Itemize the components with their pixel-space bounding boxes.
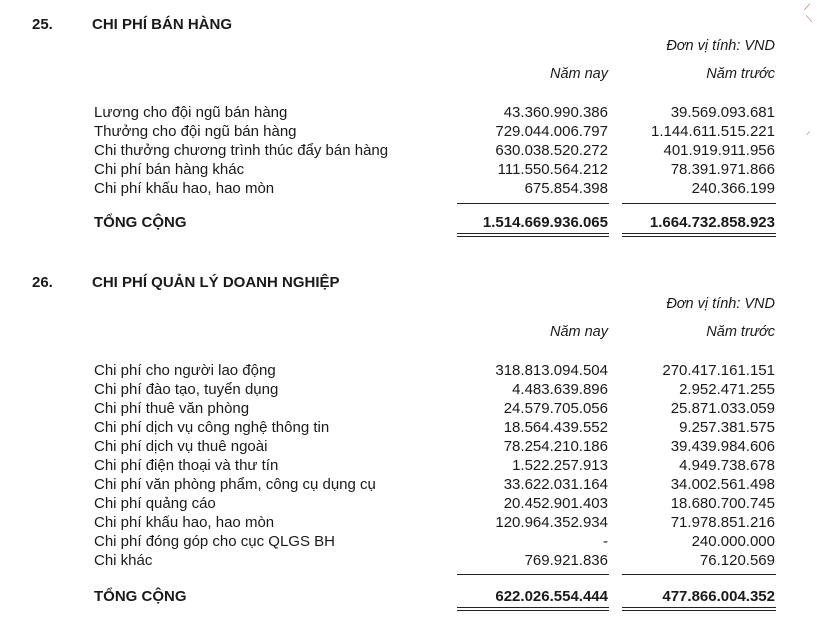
section-25-number: 25. bbox=[32, 16, 53, 33]
row-current: 675.854.398 bbox=[524, 180, 608, 197]
table-row bbox=[0, 457, 817, 476]
row-current: 20.452.901.403 bbox=[503, 495, 608, 512]
section-25-col-prior: Năm trước bbox=[706, 66, 775, 82]
row-current: 111.550.564.212 bbox=[497, 161, 608, 178]
row-prior: 4.949.738.678 bbox=[679, 457, 775, 474]
row-current: 18.564.439.552 bbox=[503, 419, 608, 436]
total-rule-current-1 bbox=[457, 233, 609, 234]
total-rule-prior-1 bbox=[622, 607, 776, 608]
row-prior: 39.569.093.681 bbox=[670, 104, 775, 121]
row-current: 43.360.990.386 bbox=[503, 104, 608, 121]
table-row bbox=[0, 495, 817, 514]
total-prior: 1.664.732.858.923 bbox=[649, 214, 775, 231]
row-label: Chi phí văn phòng phẩm, công cụ dụng cụ bbox=[94, 476, 376, 493]
row-prior: 78.391.971.866 bbox=[670, 161, 775, 178]
row-label: Chi phí dịch vụ thuê ngoài bbox=[94, 438, 268, 455]
row-prior: 9.257.381.575 bbox=[679, 419, 775, 436]
row-prior: 2.952.471.255 bbox=[679, 381, 775, 398]
row-current: - bbox=[603, 533, 608, 550]
row-current: 24.579.705.056 bbox=[503, 400, 608, 417]
section-26-number: 26. bbox=[32, 274, 53, 291]
stamp-fragment-icon: ⟍ bbox=[806, 14, 813, 24]
row-current: 4.483.639.896 bbox=[512, 381, 608, 398]
total-rule-prior-1 bbox=[622, 233, 776, 234]
row-prior: 18.680.700.745 bbox=[670, 495, 775, 512]
subtotal-rule-current bbox=[457, 203, 609, 204]
section-26-title: CHI PHÍ QUẢN LÝ DOANH NGHIỆP bbox=[92, 274, 340, 291]
stamp-fragment-icon: ⟋ bbox=[804, 2, 811, 12]
row-prior: 270.417.161.151 bbox=[662, 362, 775, 379]
total-current: 1.514.669.936.065 bbox=[482, 214, 608, 231]
section-26-unit: Đơn vị tính: VND bbox=[666, 296, 775, 312]
total-rule-prior-2 bbox=[622, 236, 776, 237]
row-prior: 240.366.199 bbox=[691, 180, 775, 197]
row-current: 318.813.094.504 bbox=[495, 362, 608, 379]
row-current: 78.254.210.186 bbox=[503, 438, 608, 455]
table-row bbox=[0, 161, 817, 180]
row-label: Chi phí cho người lao động bbox=[94, 362, 276, 379]
table-row bbox=[0, 381, 817, 400]
row-prior: 34.002.561.498 bbox=[670, 476, 775, 493]
total-current: 622.026.554.444 bbox=[495, 588, 608, 605]
table-row bbox=[0, 362, 817, 381]
row-prior: 76.120.569 bbox=[699, 552, 775, 569]
subtotal-rule-current bbox=[457, 574, 609, 575]
section-25-col-current: Năm nay bbox=[549, 66, 608, 82]
row-label: Chi khác bbox=[94, 552, 153, 569]
total-rule-prior-2 bbox=[622, 610, 776, 611]
row-current: 33.622.031.164 bbox=[503, 476, 608, 493]
total-prior: 477.866.004.352 bbox=[662, 588, 775, 605]
table-row bbox=[0, 123, 817, 142]
row-current: 729.044.006.797 bbox=[495, 123, 608, 140]
total-rule-current-2 bbox=[457, 236, 609, 237]
row-label: Chi phí khấu hao, hao mòn bbox=[94, 180, 275, 197]
table-row bbox=[0, 104, 817, 123]
table-row bbox=[0, 533, 817, 552]
row-label: Chi phí điện thoại và thư tín bbox=[94, 457, 279, 474]
section-25-unit: Đơn vị tính: VND bbox=[666, 38, 775, 54]
row-prior: 25.871.033.059 bbox=[670, 400, 775, 417]
row-label: Lương cho đội ngũ bán hàng bbox=[94, 104, 288, 121]
row-prior: 71.978.851.216 bbox=[670, 514, 775, 531]
row-label: Chi phí quảng cáo bbox=[94, 495, 216, 512]
row-label: Chi phí đào tạo, tuyển dụng bbox=[94, 381, 279, 398]
table-row bbox=[0, 142, 817, 161]
subtotal-rule-prior bbox=[622, 203, 776, 204]
section-26-col-prior: Năm trước bbox=[706, 324, 775, 340]
row-label: Chi phí dịch vụ công nghệ thông tin bbox=[94, 419, 330, 436]
total-label: TỔNG CỘNG bbox=[94, 214, 187, 231]
total-rule-current-1 bbox=[457, 607, 609, 608]
row-current: 769.921.836 bbox=[524, 552, 608, 569]
table-row bbox=[0, 514, 817, 533]
row-label: Chi thưởng chương trình thúc đẩy bán hàng bbox=[94, 142, 389, 159]
table-row bbox=[0, 438, 817, 457]
row-current: 120.964.352.934 bbox=[495, 514, 608, 531]
total-row bbox=[0, 214, 817, 233]
table-row bbox=[0, 476, 817, 495]
row-label: Chi phí bán hàng khác bbox=[94, 161, 245, 178]
row-prior: 1.144.611.515.221 bbox=[650, 123, 775, 140]
table-row bbox=[0, 180, 817, 199]
row-current: 630.038.520.272 bbox=[495, 142, 608, 159]
table-row bbox=[0, 552, 817, 571]
row-prior: 240.000.000 bbox=[691, 533, 775, 550]
row-prior: 39.439.984.606 bbox=[670, 438, 775, 455]
row-label: Chi phí khấu hao, hao mòn bbox=[94, 514, 275, 531]
row-current: 1.522.257.913 bbox=[512, 457, 608, 474]
signature-fragment-icon: ⸝ bbox=[806, 126, 811, 136]
row-label: Chi phí thuê văn phòng bbox=[94, 400, 250, 417]
total-label: TỔNG CỘNG bbox=[94, 588, 187, 605]
section-25-title: CHI PHÍ BÁN HÀNG bbox=[92, 16, 233, 33]
row-label: Thưởng cho đội ngũ bán hàng bbox=[94, 123, 297, 140]
section-26-col-current: Năm nay bbox=[549, 324, 608, 340]
row-prior: 401.919.911.956 bbox=[663, 142, 775, 159]
total-rule-current-2 bbox=[457, 610, 609, 611]
row-label: Chi phí đóng góp cho cục QLGS BH bbox=[94, 533, 335, 550]
total-row bbox=[0, 588, 817, 607]
subtotal-rule-prior bbox=[622, 574, 776, 575]
table-row bbox=[0, 419, 817, 438]
table-row bbox=[0, 400, 817, 419]
